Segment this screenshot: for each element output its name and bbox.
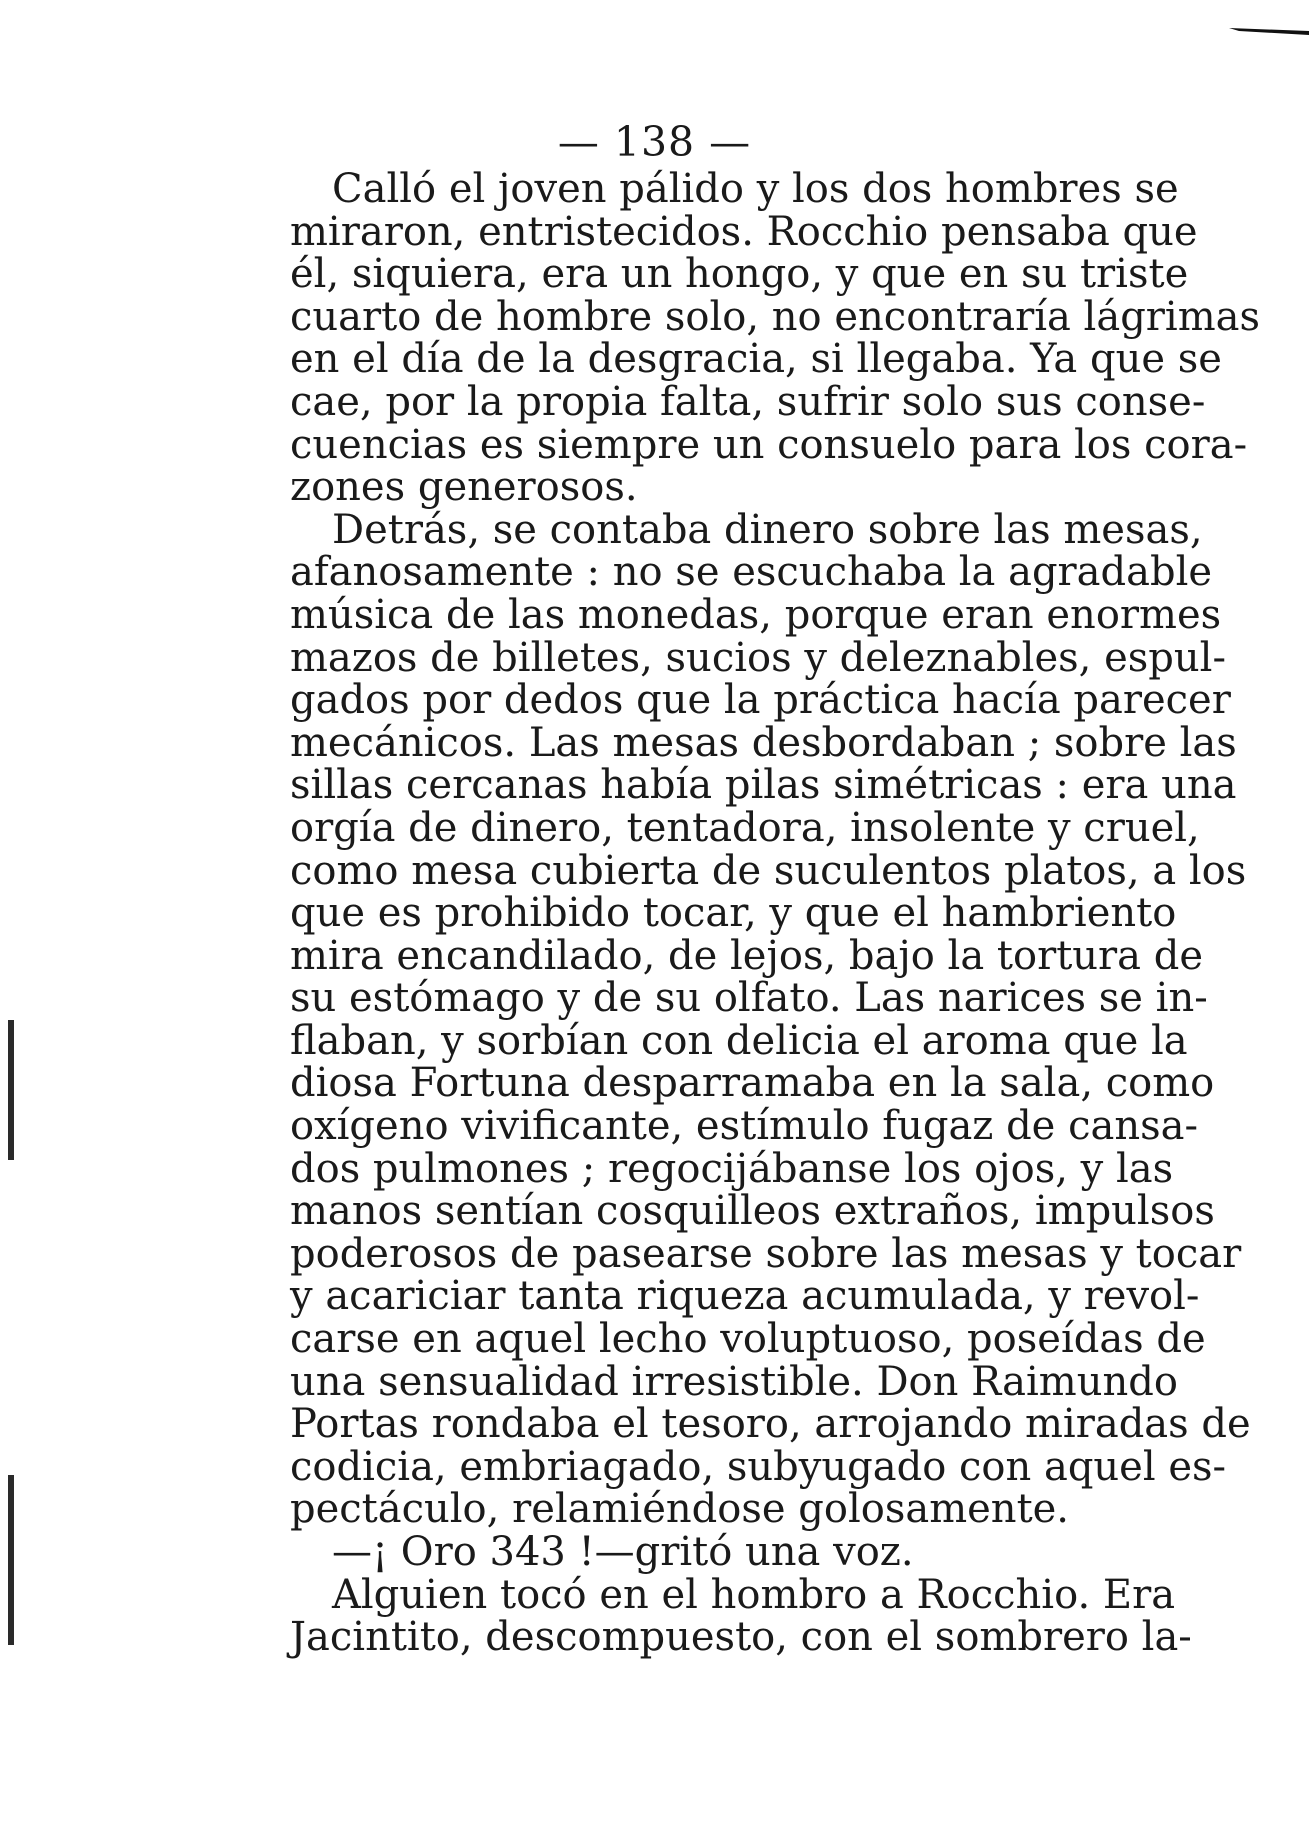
text-line: dos pulmones ; regocijábanse los ojos, y las <box>290 1145 1174 1192</box>
text-line: sillas cercanas había pilas simétricas : era una <box>290 762 1237 809</box>
text-line: diosa Fortuna desparramaba en la sala, como <box>290 1060 1215 1107</box>
text-line: Alguien tocó en el hombro a Rocchio. Era <box>332 1571 1176 1618</box>
text-line: música de las monedas, porque eran enormes <box>290 591 1222 638</box>
text-line: orgía de dinero, tentadora, insolente y cruel, <box>290 804 1200 851</box>
text-line: mira encandilado, de lejos, bajo la tortura de <box>290 932 1203 979</box>
body-text <box>290 166 1261 1661</box>
text-line: afanosamente : no se escuchaba la agradable <box>290 549 1213 596</box>
text-line: poderosos de pasearse sobre las mesas y tocar <box>290 1230 1242 1277</box>
text-line: en el día de la desgracia, si llegaba. Ya que se <box>290 336 1222 383</box>
text-line: carse en aquel lecho voluptuoso, poseídas de <box>290 1316 1206 1363</box>
text-line: miraron, entristecidos. Rocchio pensaba que <box>290 208 1198 255</box>
text-line: mazos de billetes, sucios y deleznables, espul- <box>290 634 1226 681</box>
text-line: manos sentían cosquilleos extraños, impulsos <box>290 1188 1215 1235</box>
page-number: — 138 — <box>557 118 752 166</box>
text-line: él, siquiera, era un hongo, y que en su triste <box>290 251 1189 298</box>
text-line: zones generosos. <box>290 464 638 511</box>
text-line: su estómago y de su olfato. Las narices se in- <box>290 975 1208 1022</box>
text-line: cuencias es siempre un consuelo para los cora- <box>290 421 1248 468</box>
text-line: Jacintito, descompuesto, con el sombrero la- <box>290 1614 1192 1661</box>
text-line: una sensualidad irresistible. Don Raimundo <box>290 1358 1178 1405</box>
text-line: cae, por la propia falta, sufrir solo sus conse- <box>290 378 1206 425</box>
text-line: Calló el joven pálido y los dos hombres se <box>332 166 1179 212</box>
text-line: codicia, embriagado, subyugado con aquel es- <box>290 1443 1227 1490</box>
text-line: que es prohibido tocar, y que el hambriento <box>290 890 1177 937</box>
text-line: Portas rondaba el tesoro, arrojando miradas de <box>290 1401 1251 1448</box>
text-line: gados por dedos que la práctica hacía parecer <box>290 677 1231 724</box>
text-line: Detrás, se contaba dinero sobre las mesas, <box>332 506 1203 553</box>
text-line: pectáculo, relamiéndose golosamente. <box>290 1486 1070 1533</box>
text-line: cuarto de hombre solo, no encontraría lágrimas <box>290 293 1261 340</box>
text-line: —¡ Oro 343 !—gritó una voz. <box>332 1529 914 1575</box>
scan-edge-mark <box>8 1020 14 1160</box>
text-line: y acariciar tanta riqueza acumulada, y revol- <box>290 1273 1200 1320</box>
scan-edge-mark <box>8 1475 14 1645</box>
text-line: como mesa cubierta de suculentos platos, a los <box>290 847 1247 894</box>
scan-mark-icon <box>1229 26 1309 36</box>
text-line: flaban, y sorbían con delicia el aroma que la <box>290 1017 1188 1064</box>
text-line: mecánicos. Las mesas desbordaban ; sobre las <box>290 719 1237 766</box>
text-line: oxígeno vivificante, estímulo fugaz de cansa- <box>290 1103 1198 1150</box>
